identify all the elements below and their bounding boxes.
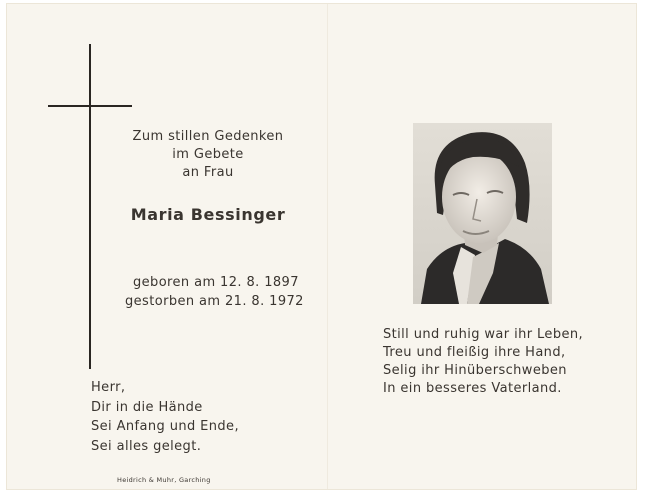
portrait-photo-icon bbox=[413, 123, 552, 304]
prayer-line-1: Herr, bbox=[91, 380, 126, 395]
portrait-photo bbox=[413, 123, 552, 304]
prayer-line-2: Dir in die Hände bbox=[91, 400, 203, 415]
poem-line-1: Still und ruhig war ihr Leben, bbox=[383, 327, 584, 342]
poem-line-4: In ein besseres Vaterland. bbox=[383, 381, 562, 396]
cross-vertical bbox=[89, 44, 91, 369]
prayer-line-4: Sei alles gelegt. bbox=[91, 439, 202, 454]
birth-date: geboren am 12. 8. 1897 bbox=[133, 275, 299, 290]
cross-horizontal bbox=[48, 105, 132, 107]
dedication-line-2: im Gebete bbox=[172, 147, 244, 162]
printer-credit: Heidrich & Muhr, Garching bbox=[117, 476, 211, 484]
dedication-line-1: Zum stillen Gedenken bbox=[132, 129, 284, 144]
dedication-line-3: an Frau bbox=[182, 165, 234, 180]
deceased-name: Maria Bessinger bbox=[130, 205, 286, 224]
poem-line-2: Treu und fleißig ihre Hand, bbox=[383, 345, 566, 360]
poem-line-3: Selig ihr Hinüberschweben bbox=[383, 363, 567, 378]
memorial-card bbox=[6, 3, 637, 490]
prayer-line-3: Sei Anfang und Ende, bbox=[91, 419, 239, 434]
death-date: gestorben am 21. 8. 1972 bbox=[125, 294, 304, 309]
card-fold bbox=[327, 4, 328, 489]
